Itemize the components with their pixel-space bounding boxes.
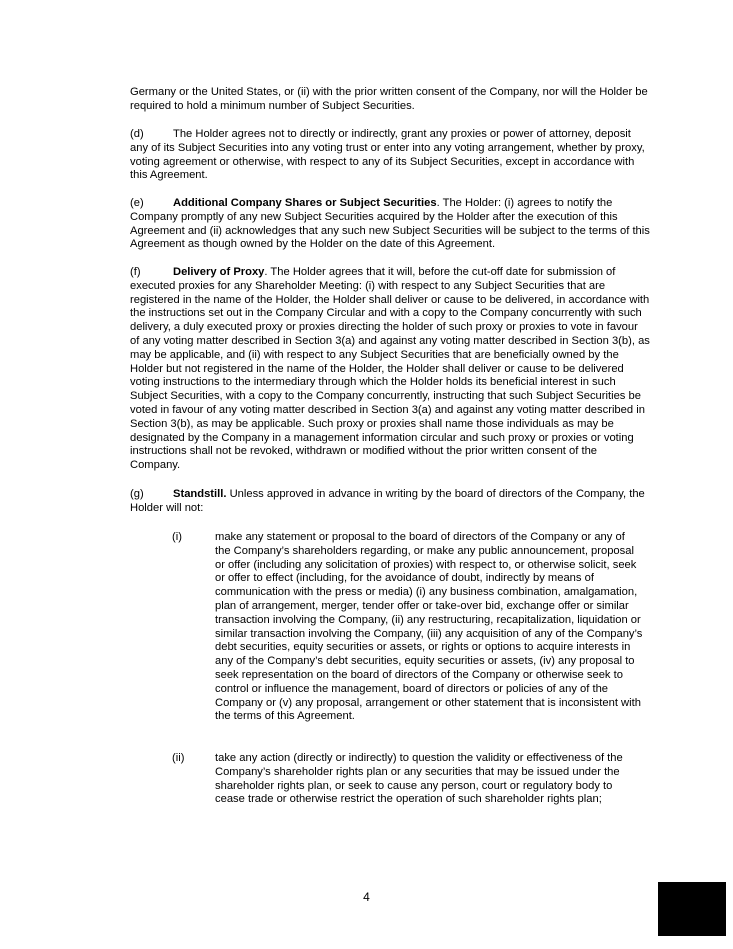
subparagraph-g-ii-label: (ii) [172, 752, 185, 764]
page-number: 4 [363, 890, 370, 904]
paragraph-d [130, 128, 650, 183]
paragraph-g-label: (g) [130, 488, 144, 500]
paragraph-g [130, 488, 650, 516]
paragraph-f-heading: Delivery of Proxy [173, 266, 265, 278]
paragraph-f-label: (f) [130, 266, 141, 278]
paragraph-d-label: (d) [130, 128, 144, 140]
intro-text: Germany or the United States, or (ii) with the prior written consent of the Company, nor will the Holder be required to hold a minimum number of Subject Securities. [130, 86, 648, 112]
paragraph-f-text: . The Holder agrees that it will, before the cut-off date for submission of executed proxies for any Shareholder Meeting: (i) with respect to any Subject Securities that are registered in the name of the Holder, the Holder shall deliver or cause to be delivered, in accordance with the instructions set out in the Company Circular and with a copy to the Company concurrently with such delivery, a duly executed proxy or proxies directing the holder of such proxy or proxies to vote in favour of any voting matter described in Section 3(a) and against any voting matter described in Section 3(b), as may be applicable, and (ii) with respect to any Subject Securities that are beneficially owned by the Holder but not registered in the name of the Holder, the Holder shall deliver or cause to be delivered voting instructions to the intermediary through which the Holder holds its beneficial interest in such Subject Securities, with a copy to the Company concurrently, instructing that such Subject Securities be voted in favour of any voting matter described in Section 3(a) and against any voting matter described in Section 3(b), as may be applicable. Such proxy or proxies shall name those individuals as may be designated by the Company in a management information circular and such proxy or proxies or voting instructions shall not be revoked, withdrawn or modified without the prior written consent of the Company. [130, 266, 650, 472]
subparagraph-g-ii-text: take any action (directly or indirectly) to question the validity or effectiveness of the Company’s shareholder rights plan or any securities that may be issued under the shareholder rights plan, or seek to cause any person, court or regulatory body to cease trade or otherwise restrict the operation of such shareholder rights plan; [215, 752, 623, 806]
subparagraph-g-i-label: (i) [172, 531, 182, 543]
paragraph-e-text: . The Holder: (i) agrees to notify the Company promptly of any new Subject Securities acquired by the Holder after the execution of this Agreement and (ii) acknowledges that any such new Subject Securities will be subject to the terms of this Agreement as though owned by the Holder on the date of this Agreement. [130, 197, 650, 251]
redaction-box [658, 882, 726, 936]
paragraph-g-heading: Standstill. [173, 488, 227, 500]
subparagraph-g-i-text: make any statement or proposal to the board of directors of the Company or any of the Company’s shareholders regarding, or make any public announcement, proposal or offer (including any solicitation of proxies) with respect to, or otherwise solicit, seek or offer to effect (including, for the avoidance of doubt, indirectly by means of communication with the press or media) (i) any business combination, amalgamation, plan of arrangement, merger, tender offer or take-over bid, exchange offer or similar transaction involving the Company, (ii) any restructuring, recapitalization, liquidation or similar transaction involving the Company, (iii) any acquisition of any of the Company’s debt securities, equity securities or assets, or rights or options to acquire interests in any of the Company’s debt securities, equity securities or assets, (iv) any proposal to seek representation on the board of directors of the Company or otherwise seek to control or influence the management, board of directors or policies of any of the Company or (v) any proposal, arrangement or other statement that is inconsistent with the terms of this Agreement. [215, 531, 643, 723]
paragraph-f [130, 266, 650, 473]
paragraph-g-text: Unless approved in advance in writing by the board of directors of the Company, the Holder will not: [130, 488, 645, 514]
paragraph-e-heading: Additional Company Shares or Subject Securities [173, 197, 437, 209]
paragraph-d-text: The Holder agrees not to directly or indirectly, grant any proxies or power of attorney, deposit any of its Subject Securities into any voting trust or enter into any voting arrangement, whether by proxy, voting agreement or otherwise, with respect to any of its Subject Securities, except in accordance with this Agreement. [130, 128, 645, 182]
paragraph-e [130, 197, 650, 252]
intro-paragraph [130, 86, 650, 114]
paragraph-e-label: (e) [130, 197, 144, 209]
